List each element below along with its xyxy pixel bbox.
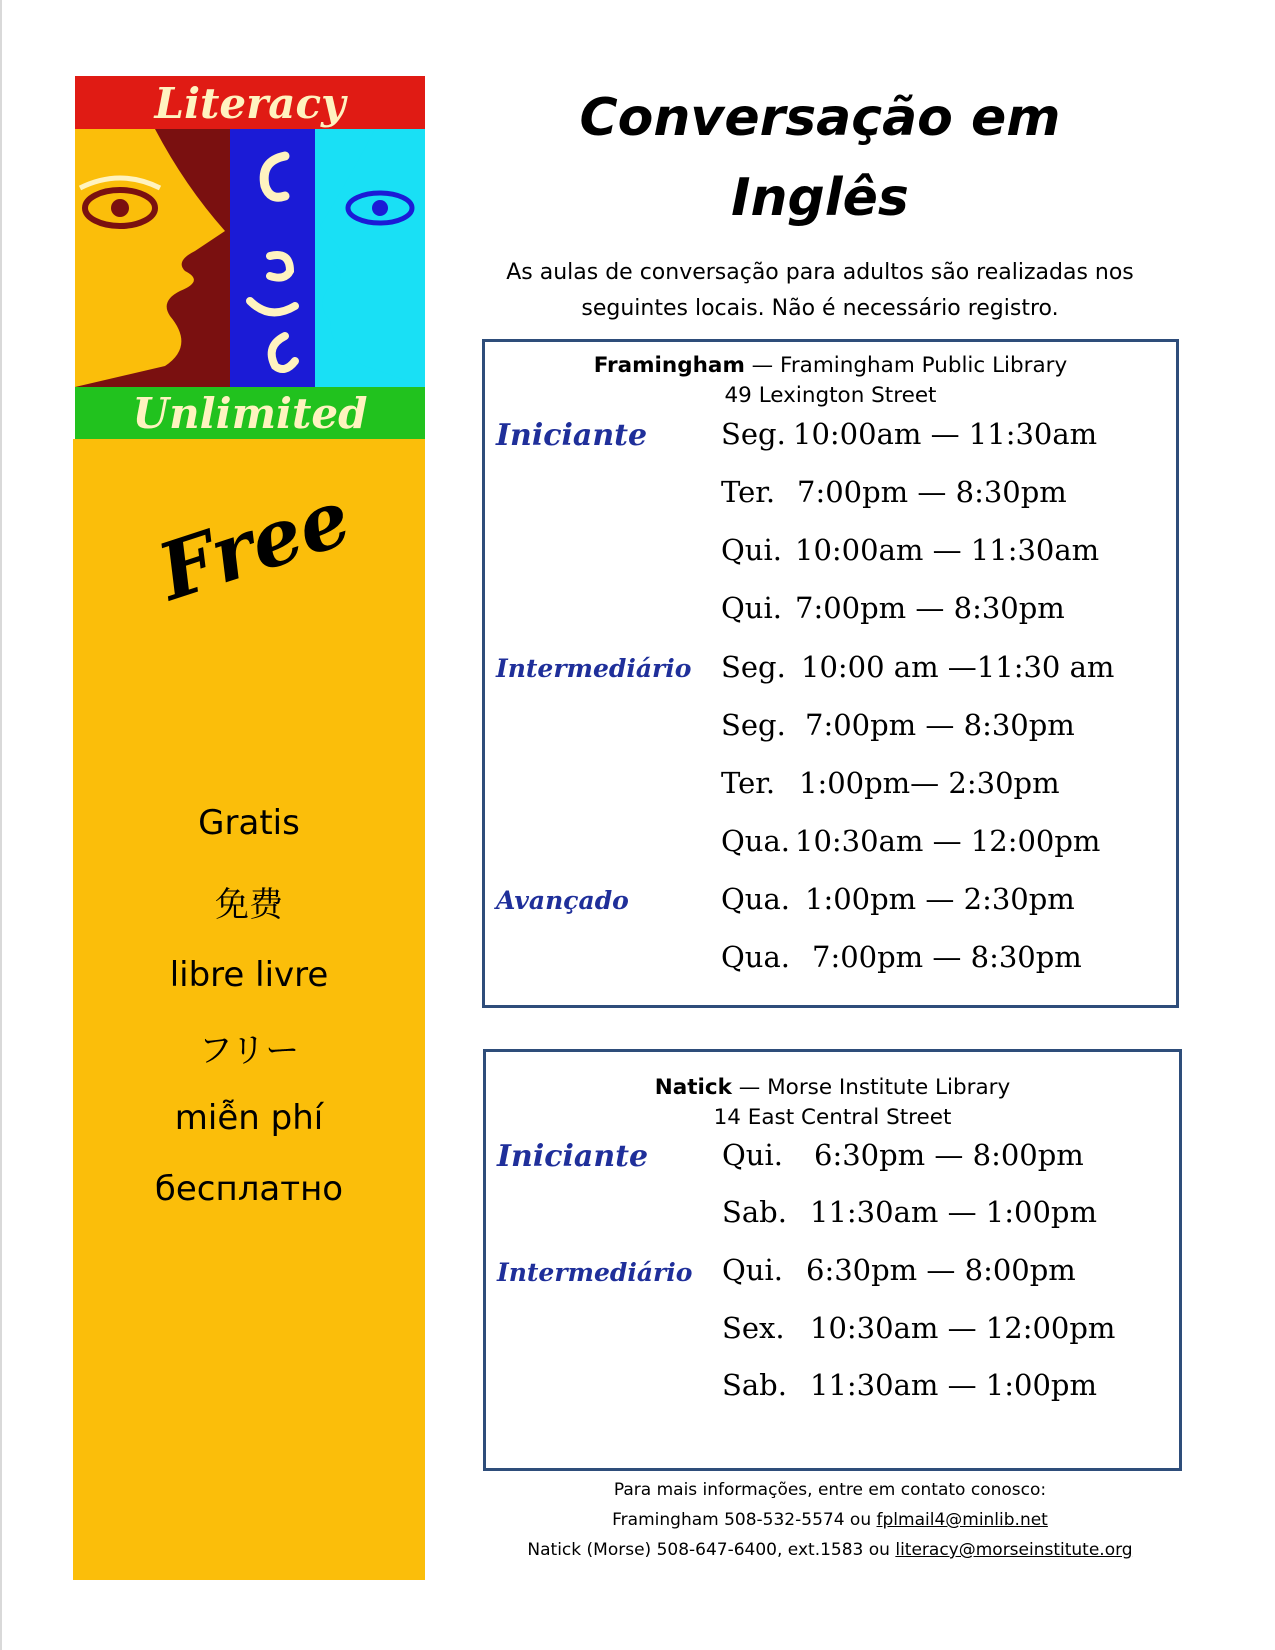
session-day: Ter. [721,475,776,509]
session-time: 6:30pm — 8:00pm [814,1138,1084,1172]
footer-natick-text: Natick (Morse) 508-647-6400, ext.1583 ou [527,1540,896,1560]
page-title-line2: Inglês [731,168,909,228]
location-library: Morse Institute Library [767,1075,1011,1100]
level-label: Avançado [496,886,629,915]
location-header [486,1075,1179,1100]
footer-framingham-text: Framingham 508-532-5574 ou [612,1510,877,1530]
session-time: 7:00pm — 8:30pm [812,940,1082,974]
session-time: 6:30pm — 8:00pm [806,1253,1076,1287]
level-label: Intermediário [496,654,692,683]
logo-top-word: Literacy [154,79,346,128]
location-library: Framingham Public Library [780,353,1068,378]
session-day: Qua. [721,824,790,858]
location-town: Natick [654,1075,732,1100]
free-label: Free [148,471,361,619]
intro-text [470,255,1170,327]
session-day: Seg. [721,650,786,684]
session-time: 10:30am — 12:00pm [795,824,1101,858]
session-day: Sab. [722,1195,787,1229]
logo-bottom-word: Unlimited [132,389,368,438]
session-time: 11:30am — 1:00pm [810,1195,1097,1229]
session-day: Qua. [721,882,790,916]
translation-vietnamese: miễn phí [174,1098,324,1138]
session-day: Qui. [721,533,782,567]
level-label: Iniciante [496,418,648,453]
location-header [485,353,1176,378]
session-time: 1:00pm— 2:30pm [799,766,1060,800]
session-day: Qui. [722,1253,783,1287]
session-time: 7:00pm — 8:30pm [805,708,1075,742]
session-day: Sab. [722,1368,787,1402]
level-label: Intermediário [497,1258,693,1287]
location-separator: — [744,353,781,378]
location-address: 49 Lexington Street [724,383,937,408]
session-time: 7:00pm — 8:30pm [797,475,1067,509]
session-day: Qui. [721,591,782,625]
natick-schedule [483,1049,1182,1471]
translation-russian: бесплатно [154,1169,344,1209]
intro-line2: seguintes locais. Não é necessário registro. [581,296,1059,321]
natick-email-link[interactable]: literacy@morseinstitute.org [895,1540,1133,1560]
session-day: Qui. [722,1138,783,1172]
page-edge [0,0,2,1650]
session-time: 10:00am — 11:30am [795,533,1100,567]
session-day: Sex. [722,1311,785,1345]
footer-framingham [470,1510,1190,1530]
translation-japanese: フリー [198,1031,300,1071]
location-town: Framingham [593,353,745,378]
footer-intro: Para mais informações, entre em contato conosco: [613,1480,1047,1500]
session-day: Seg. [721,708,786,742]
session-time: 10:00 am —11:30 am [801,650,1115,684]
framingham-email-link[interactable]: fplmail4@minlib.net [876,1510,1048,1530]
session-time: 7:00pm — 8:30pm [795,591,1065,625]
session-time: 1:00pm — 2:30pm [805,882,1075,916]
session-time: 10:30am — 12:00pm [810,1311,1116,1345]
level-label: Iniciante [497,1139,649,1174]
page-title-line1: Conversação em [579,88,1061,148]
location-address: 14 East Central Street [713,1105,952,1130]
intro-line1: As aulas de conversação para adultos são realizadas nos [506,260,1134,285]
translation-chinese: 免费 [215,885,283,925]
translation-spanish: Gratis [198,803,300,843]
session-day: Qua. [721,940,790,974]
location-separator: — [731,1075,768,1100]
framingham-schedule [482,339,1179,1008]
yellow-sidebar [73,439,425,1580]
session-time: 10:00am — 11:30am [793,417,1098,451]
footer-natick [470,1540,1190,1560]
literacy-unlimited-logo [75,76,425,439]
session-day: Ter. [721,766,776,800]
session-day: Seg. [721,417,786,451]
session-time: 11:30am — 1:00pm [810,1368,1097,1402]
translation-french: libre livre [169,955,329,995]
